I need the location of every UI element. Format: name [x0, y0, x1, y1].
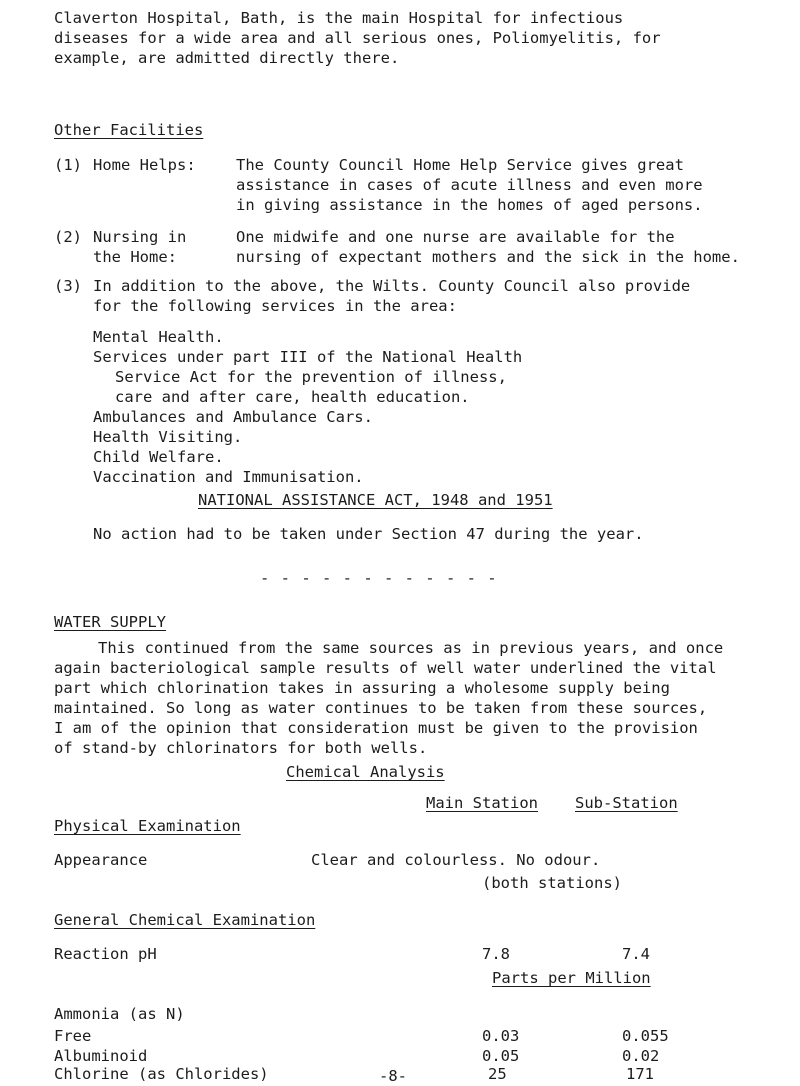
paragraph-line: I am of the opinion that consideration must be given to the provision — [54, 719, 698, 737]
table-row-free — [54, 1026, 91, 1046]
service-item: Ambulances and Ambulance Cars. — [93, 408, 373, 426]
ph-label: Reaction pH — [54, 945, 157, 963]
item-text-line: The County Council Home Help Service gives great — [236, 156, 684, 174]
appearance-label: Appearance — [54, 851, 148, 869]
paragraph-line: maintained. So long as water continues to be taken from these sources, — [54, 699, 708, 717]
units-label: Parts per Million — [492, 969, 651, 987]
intro-line: diseases for a wide area and all serious ones, Poliomyelitis, for — [54, 29, 661, 47]
row-main-value: 0.05 — [482, 1047, 520, 1065]
ph-sub-value: 7.4 — [622, 945, 650, 963]
paragraph-line: of stand-by chlorinators for both wells. — [54, 739, 428, 757]
service-item: Child Welfare. — [93, 448, 224, 466]
services-list — [93, 327, 522, 487]
item-number: (1) — [54, 156, 82, 174]
appearance-value: Clear and colourless. No odour. — [311, 851, 601, 869]
row-main-value: 0.03 — [482, 1027, 520, 1045]
item-text — [236, 155, 703, 215]
item-label-nursing — [93, 227, 186, 267]
item-text-line: In addition to the above, the Wilts. County Council also provide — [93, 277, 691, 295]
item-number: (3) — [54, 277, 82, 295]
row-sub-value: 0.055 — [622, 1027, 669, 1045]
item-label-line: Nursing in — [93, 228, 187, 246]
water-supply-heading: WATER SUPPLY — [54, 613, 166, 631]
table-row-albuminoid — [54, 1046, 147, 1066]
item-label-home-helps: Home Helps: — [93, 156, 196, 174]
row-label: Free — [54, 1027, 92, 1045]
national-assistance-heading: NATIONAL ASSISTANCE ACT, 1948 and 1951 — [198, 491, 553, 509]
column-header-sub-station: Sub-Station — [575, 794, 678, 812]
row-main-value: 25 — [488, 1065, 507, 1083]
service-item: care and after care, health education. — [115, 388, 470, 406]
other-facilities-heading: Other Facilities — [54, 121, 204, 139]
item-number: (2) — [54, 228, 82, 246]
row-label: Chlorine (as Chlorides) — [54, 1065, 269, 1083]
item-text-line: assistance in cases of acute illness and even more — [236, 176, 703, 194]
row-sub-value: 171 — [626, 1065, 654, 1083]
item-text-line: nursing of expectant mothers and the sick in the home. — [236, 248, 740, 266]
intro-paragraph — [54, 8, 661, 68]
chemical-analysis-title: Chemical Analysis — [286, 763, 445, 781]
ph-main-value: 7.8 — [482, 945, 510, 963]
item-label-line: the Home: — [93, 248, 177, 266]
service-item: Service Act for the prevention of illness, — [115, 368, 507, 386]
section-separator: - - - - - - - - - - - - — [260, 569, 498, 587]
item-text — [236, 227, 740, 267]
intro-line: example, are admitted directly there. — [54, 49, 400, 67]
service-item: Vaccination and Immunisation. — [93, 468, 364, 486]
service-item: Services under part III of the National Health — [93, 348, 523, 366]
item-text-line: One midwife and one nurse are available for the — [236, 228, 675, 246]
item-text-line: in giving assistance in the homes of aged persons. — [236, 196, 703, 214]
service-item: Health Visiting. — [93, 428, 243, 446]
item-text — [93, 276, 690, 316]
physical-examination-heading: Physical Examination — [54, 817, 241, 835]
water-supply-paragraph — [54, 638, 723, 758]
page-number: -8- — [375, 1066, 411, 1086]
column-header-main-station: Main Station — [426, 794, 538, 812]
service-item: Mental Health. — [93, 328, 224, 346]
paragraph-line: again bacteriological sample results of well water underlined the vital — [54, 659, 717, 677]
appearance-note: (both stations) — [482, 874, 622, 892]
table-row-chlorine — [54, 1064, 269, 1084]
paragraph-line: part which chlorination takes in assuring a wholesome supply being — [54, 679, 670, 697]
national-assistance-text: No action had to be taken under Section 47 during the year. — [93, 525, 644, 543]
row-label: Albuminoid — [54, 1047, 148, 1065]
ammonia-label: Ammonia (as N) — [54, 1005, 185, 1023]
paragraph-line: This continued from the same sources as in previous years, and once — [98, 639, 724, 657]
general-chemical-heading: General Chemical Examination — [54, 911, 316, 929]
row-sub-value: 0.02 — [622, 1047, 660, 1065]
item-text-line: for the following services in the area: — [93, 297, 457, 315]
intro-line: Claverton Hospital, Bath, is the main Hospital for infectious — [54, 9, 624, 27]
